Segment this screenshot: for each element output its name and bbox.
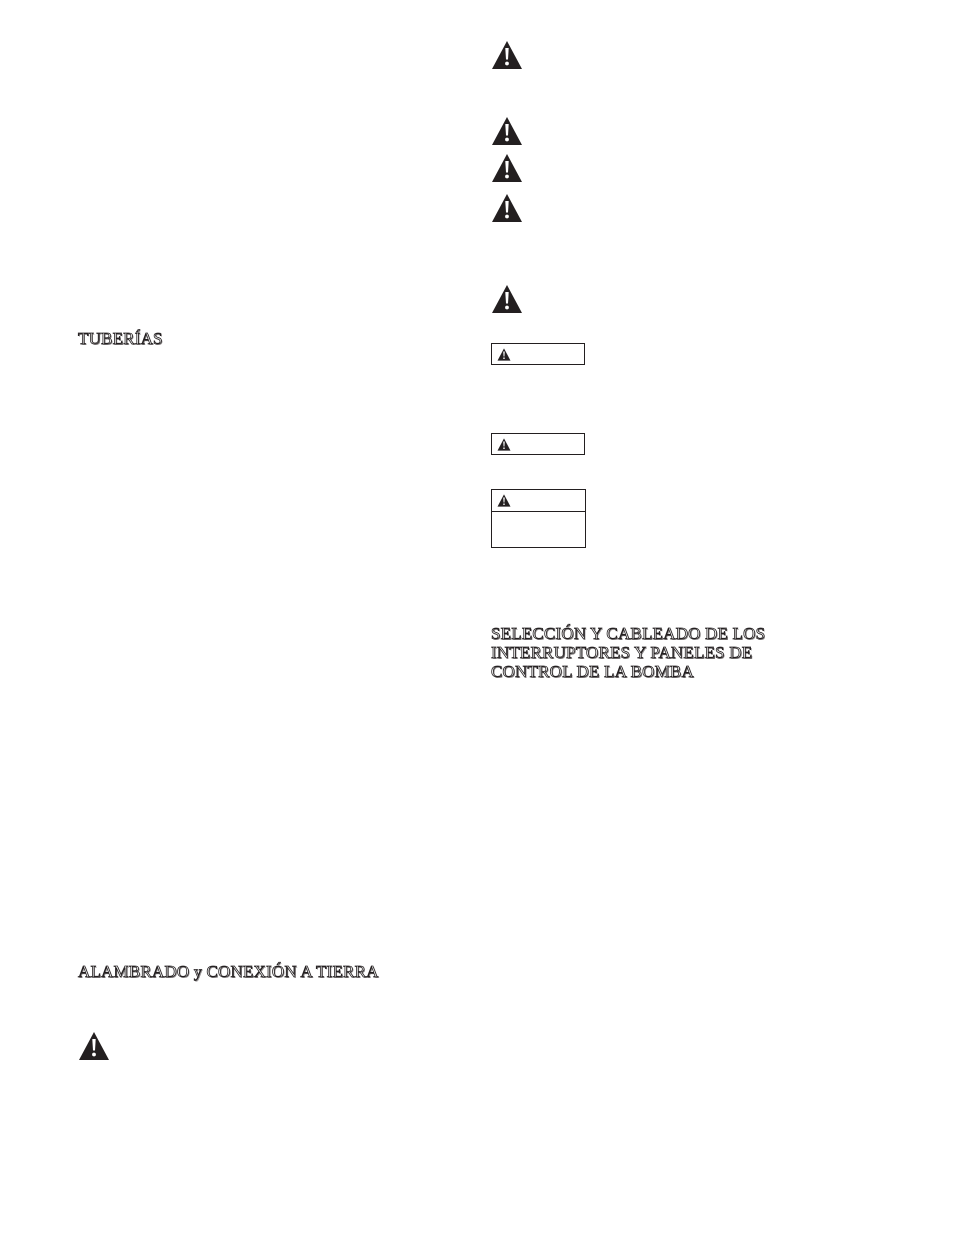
heading-wiring-part1: ALAMBRADO — [78, 962, 194, 981]
warning-label-box — [491, 343, 585, 365]
warning-triangle-icon — [491, 40, 523, 70]
warning-label-box-large — [491, 489, 586, 548]
heading-switch-line1: SELECCIÓN Y CABLEADO DE LOS — [491, 624, 766, 643]
heading-switch-line3: CONTROL DE LA BOMBA — [491, 662, 694, 681]
warning-triangle-icon — [491, 153, 523, 183]
warning-triangle-icon — [497, 494, 511, 507]
heading-switch-line2: INTERRUPTORES Y PANELES DE — [491, 643, 753, 662]
warning-label-header — [492, 490, 585, 511]
warning-triangle-icon — [491, 193, 523, 223]
warning-triangle-icon — [497, 438, 511, 451]
heading-wiring-part2: y — [193, 964, 203, 981]
heading-wiring-grounding — [78, 962, 379, 982]
warning-triangle-icon — [497, 348, 511, 361]
heading-piping: TUBERÍAS — [78, 329, 163, 348]
warning-label-box — [491, 433, 585, 455]
warning-triangle-icon — [78, 1031, 110, 1061]
warning-triangle-icon — [491, 284, 523, 314]
warning-label-header — [492, 434, 584, 455]
warning-label-header — [492, 344, 584, 365]
warning-triangle-icon — [491, 116, 523, 146]
label-divider — [492, 511, 585, 512]
heading-wiring-part3: CONEXIÓN A TIERRA — [202, 962, 379, 981]
heading-switch-panel-selection — [491, 624, 765, 681]
